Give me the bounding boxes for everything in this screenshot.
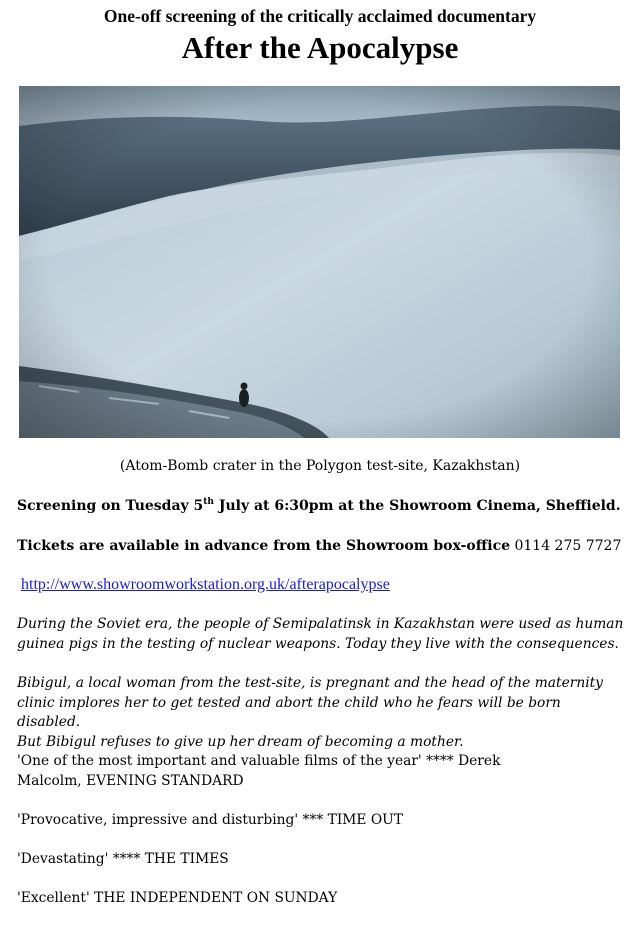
- page-title: After the Apocalypse: [181, 30, 459, 65]
- crater-photo: [19, 86, 620, 438]
- screening-details: [17, 498, 621, 514]
- review-1-line-1: 'One of the most important and valuable films of the year' **** Derek: [17, 753, 501, 769]
- tickets-info: [17, 538, 621, 554]
- link-line: [21, 576, 390, 594]
- story-line-3: But Bibigul refuses to give up her dream of becoming a mother.: [17, 733, 464, 750]
- photo-caption: (Atom-Bomb crater in the Polygon test-site, Kazakhstan): [119, 458, 521, 474]
- review-3: 'Devastating' **** THE TIMES: [17, 851, 229, 867]
- story-line-2: clinic implores her to get tested and abort the child who he fears will be born disabled.: [17, 694, 561, 730]
- intro-line-2: guinea pigs in the testing of nuclear weapons. Today they live with the consequences.: [17, 635, 619, 652]
- screening-date-text: Screening on Tuesday 5: [17, 498, 204, 514]
- review-4: 'Excellent' THE INDEPENDENT ON SUNDAY: [17, 890, 338, 906]
- date-suffix: th: [203, 497, 214, 507]
- box-office-phone: 0114 275 7727: [510, 538, 622, 554]
- review-1-line-2: Malcolm, EVENING STANDARD: [17, 772, 244, 789]
- website-link[interactable]: http://www.showroomworkstation.org.uk/afterapocalypse: [21, 576, 390, 593]
- subtitle: One-off screening of the critically acclaimed documentary: [103, 6, 537, 26]
- intro-line-1: During the Soviet era, the people of Semipalatinsk in Kazakhstan were used as human: [17, 616, 624, 632]
- story-line-1: Bibigul, a local woman from the test-site, is pregnant and the head of the maternity: [17, 675, 603, 691]
- tickets-text: Tickets are available in advance from the Showroom box-office: [17, 538, 511, 554]
- review-1: [17, 752, 627, 791]
- review-2: 'Provocative, impressive and disturbing' *** TIME OUT: [17, 812, 404, 828]
- story-paragraph: [17, 674, 627, 752]
- intro-paragraph: [17, 615, 627, 654]
- screening-venue-text: July at 6:30pm at the Showroom Cinema, Sheffield.: [213, 498, 621, 514]
